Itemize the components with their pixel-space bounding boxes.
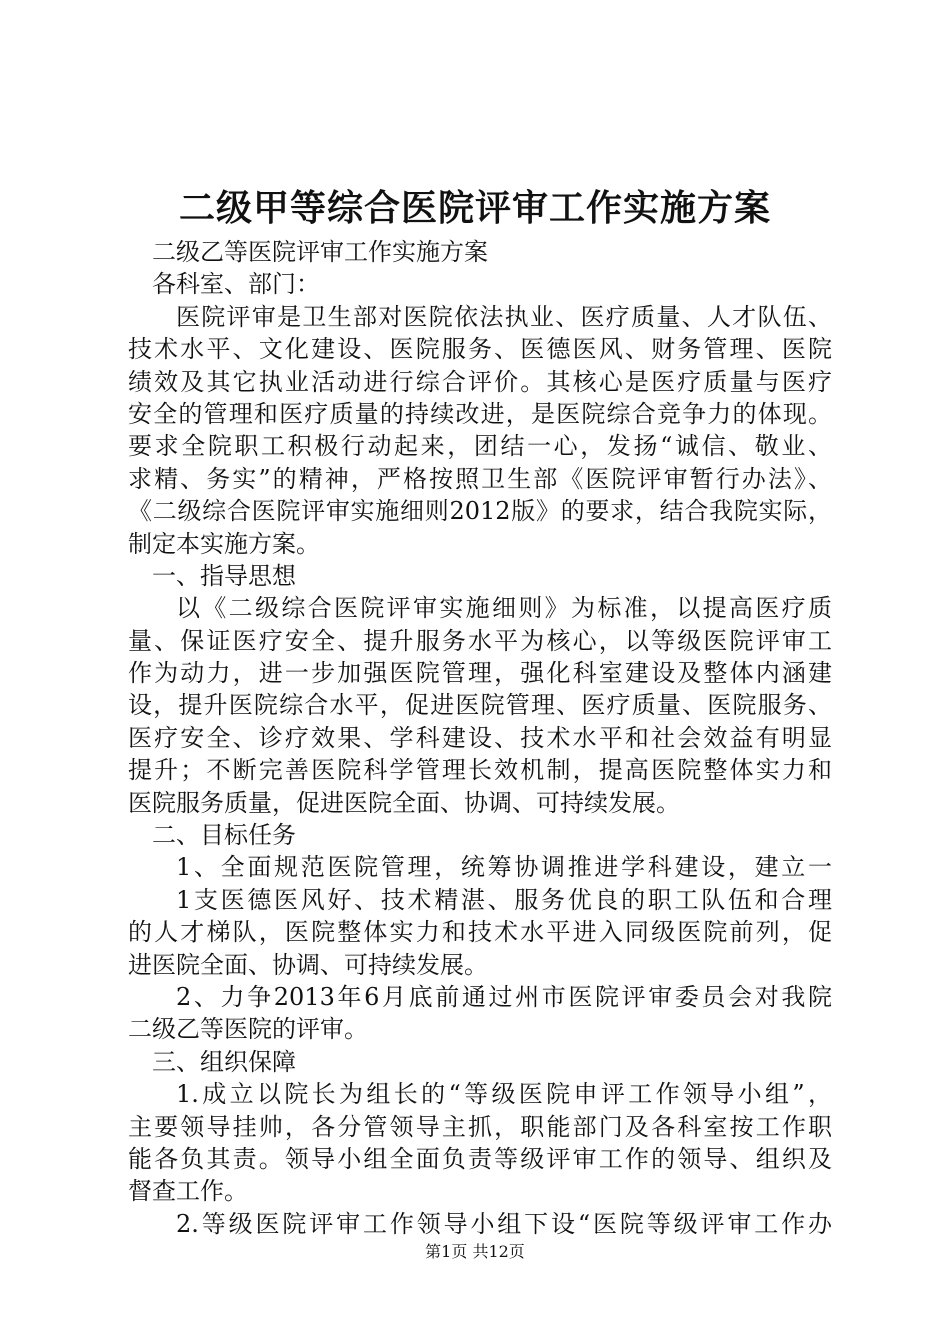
paragraph-line: 能各负其责。领导小组全面负责等级评审工作的领导、组织及 — [128, 1144, 832, 1173]
paragraph-line: 主要领导挂帅，各分管领导主抓，职能部门及各科室按工作职 — [128, 1112, 832, 1141]
paragraph-line: 绩效及其它执业活动进行综合评价。其核心是医疗质量与医疗 — [128, 367, 832, 396]
section-heading: 三、组织保障 — [152, 1047, 296, 1076]
paragraph-line: 安全的管理和医疗质量的持续改进，是医院综合竞争力的体现。 — [128, 399, 832, 428]
paragraph-line: 技术水平、文化建设、医院服务、医德医风、财务管理、医院 — [128, 335, 832, 364]
paragraph-line: 1支医德医风好、技术精湛、服务优良的职工队伍和合理 — [176, 885, 832, 914]
paragraph-line: 2、力争2013年6月底前通过州市医院评审委员会对我院 — [176, 982, 832, 1011]
paragraph-line: 1、全面规范医院管理，统筹协调推进学科建设，建立一 — [176, 853, 832, 882]
section-heading: 二、目标任务 — [152, 821, 296, 850]
document-body — [128, 236, 832, 1240]
paragraph-line: 求精、务实”的精神，严格按照卫生部《医院评审暂行办法》、 — [128, 464, 832, 493]
section-heading: 一、指导思想 — [152, 561, 296, 590]
page-footer: 第1页 共12页 — [425, 1242, 525, 1261]
paragraph-line: 二级乙等医院的评审。 — [128, 1015, 368, 1044]
paragraph-line: 量、保证医疗安全、提升服务水平为核心，以等级医院评审工 — [128, 626, 832, 655]
paragraph-line: 提升；不断完善医院科学管理长效机制，提高医院整体实力和 — [128, 756, 832, 785]
paragraph-line: 进医院全面、协调、可持续发展。 — [128, 950, 488, 979]
document-title: 二级甲等综合医院评审工作实施方案 — [178, 187, 771, 229]
paragraph-line: 医疗安全、诊疗效果、学科建设、技术水平和社会效益有明显 — [128, 723, 832, 752]
paragraph-line: 医院服务质量，促进医院全面、协调、可持续发展。 — [128, 788, 680, 817]
paragraph-line: 以《二级综合医院评审实施细则》为标准，以提高医疗质 — [176, 594, 832, 623]
paragraph-line: 要求全院职工积极行动起来，团结一心，发扬“诚信、敬业、 — [128, 432, 832, 461]
paragraph-line: 2.等级医院评审工作领导小组下设“医院等级评审工作办 — [176, 1209, 832, 1238]
paragraph-line: 1.成立以院长为组长的“等级医院申评工作领导小组”， — [176, 1080, 832, 1109]
paragraph-line: 督查工作。 — [128, 1177, 248, 1206]
paragraph-line: 设，提升医院综合水平，促进医院管理、医疗质量、医院服务、 — [128, 691, 832, 720]
paragraph-line: 制定本实施方案。 — [128, 529, 320, 558]
paragraph-line: 医院评审是卫生部对医院依法执业、医疗质量、人才队伍、 — [176, 302, 832, 331]
salutation: 各科室、部门： — [152, 270, 320, 299]
document-subtitle: 二级乙等医院评审工作实施方案 — [152, 238, 488, 266]
paragraph-line: 作为动力，进一步加强医院管理，强化科室建设及整体内涵建 — [128, 659, 832, 688]
paragraph-line: 《二级综合医院评审实施细则2012版》的要求，结合我院实际， — [128, 497, 832, 526]
paragraph-line: 的人才梯队，医院整体实力和技术水平进入同级医院前列，促 — [128, 918, 832, 947]
